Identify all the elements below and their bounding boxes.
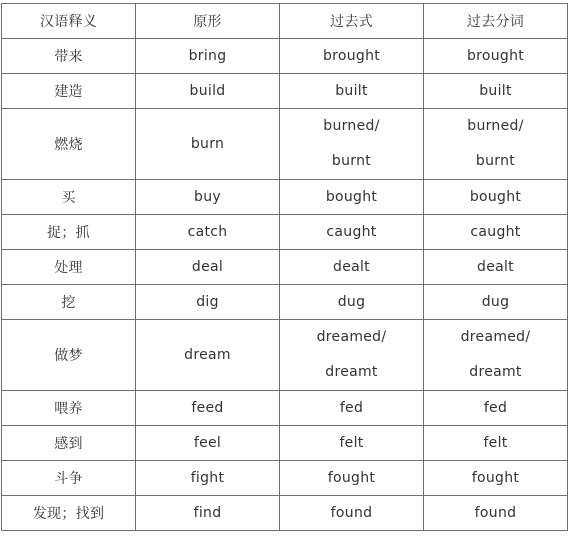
cell-participle: felt bbox=[424, 426, 568, 461]
cell-past: fought bbox=[280, 461, 424, 496]
header-base-form: 原形 bbox=[136, 4, 280, 39]
cell-meaning: 带来 bbox=[2, 39, 136, 74]
header-past-participle: 过去分词 bbox=[424, 4, 568, 39]
cell-past: found bbox=[280, 496, 424, 531]
cell-meaning: 燃烧 bbox=[2, 109, 136, 180]
cell-meaning: 捉；抓 bbox=[2, 215, 136, 250]
table-row bbox=[2, 285, 568, 320]
table-row bbox=[2, 250, 568, 285]
cell-base: bring bbox=[136, 39, 280, 74]
cell-participle-line: burned/ bbox=[467, 118, 524, 134]
cell-meaning: 发现；找到 bbox=[2, 496, 136, 531]
cell-participle: bought bbox=[424, 180, 568, 215]
cell-participle: fought bbox=[424, 461, 568, 496]
cell-meaning: 挖 bbox=[2, 285, 136, 320]
cell-base: feed bbox=[136, 391, 280, 426]
cell-base: build bbox=[136, 74, 280, 109]
cell-past bbox=[280, 320, 424, 391]
cell-meaning: 处理 bbox=[2, 250, 136, 285]
cell-past: bought bbox=[280, 180, 424, 215]
cell-past: caught bbox=[280, 215, 424, 250]
table-row bbox=[2, 320, 568, 391]
header-row bbox=[2, 4, 568, 39]
cell-meaning: 感到 bbox=[2, 426, 136, 461]
cell-participle-line: burnt bbox=[475, 153, 516, 169]
cell-participle: caught bbox=[424, 215, 568, 250]
cell-meaning: 建造 bbox=[2, 74, 136, 109]
cell-base: burn bbox=[136, 109, 280, 180]
cell-past-line: dreamt bbox=[325, 364, 378, 380]
header-past-tense: 过去式 bbox=[280, 4, 424, 39]
cell-past-line: burned/ bbox=[323, 118, 380, 134]
cell-base: fight bbox=[136, 461, 280, 496]
cell-participle: fed bbox=[424, 391, 568, 426]
verb-table-container bbox=[1, 3, 567, 531]
table-row bbox=[2, 109, 568, 180]
cell-participle: dealt bbox=[424, 250, 568, 285]
cell-base: buy bbox=[136, 180, 280, 215]
cell-past bbox=[280, 109, 424, 180]
cell-base: find bbox=[136, 496, 280, 531]
table-row bbox=[2, 215, 568, 250]
cell-meaning: 买 bbox=[2, 180, 136, 215]
cell-past: dealt bbox=[280, 250, 424, 285]
table-row bbox=[2, 461, 568, 496]
cell-past: dug bbox=[280, 285, 424, 320]
cell-base: dream bbox=[136, 320, 280, 391]
cell-past: felt bbox=[280, 426, 424, 461]
table-row bbox=[2, 391, 568, 426]
table-row bbox=[2, 74, 568, 109]
table-row bbox=[2, 496, 568, 531]
cell-base: deal bbox=[136, 250, 280, 285]
irregular-verbs-table bbox=[1, 3, 568, 531]
cell-past-line: burnt bbox=[331, 153, 372, 169]
table-row bbox=[2, 180, 568, 215]
cell-participle: found bbox=[424, 496, 568, 531]
table-row bbox=[2, 426, 568, 461]
cell-participle bbox=[424, 109, 568, 180]
cell-participle bbox=[424, 320, 568, 391]
cell-participle: dug bbox=[424, 285, 568, 320]
header-meaning: 汉语释义 bbox=[2, 4, 136, 39]
cell-participle: brought bbox=[424, 39, 568, 74]
cell-participle-line: dreamed/ bbox=[460, 329, 531, 345]
cell-base: feel bbox=[136, 426, 280, 461]
cell-participle-line: dreamt bbox=[469, 364, 522, 380]
cell-meaning: 做梦 bbox=[2, 320, 136, 391]
cell-meaning: 斗争 bbox=[2, 461, 136, 496]
cell-past: brought bbox=[280, 39, 424, 74]
cell-base: catch bbox=[136, 215, 280, 250]
table-row bbox=[2, 39, 568, 74]
cell-past: built bbox=[280, 74, 424, 109]
cell-participle: built bbox=[424, 74, 568, 109]
cell-past: fed bbox=[280, 391, 424, 426]
cell-base: dig bbox=[136, 285, 280, 320]
cell-meaning: 喂养 bbox=[2, 391, 136, 426]
cell-past-line: dreamed/ bbox=[316, 329, 387, 345]
